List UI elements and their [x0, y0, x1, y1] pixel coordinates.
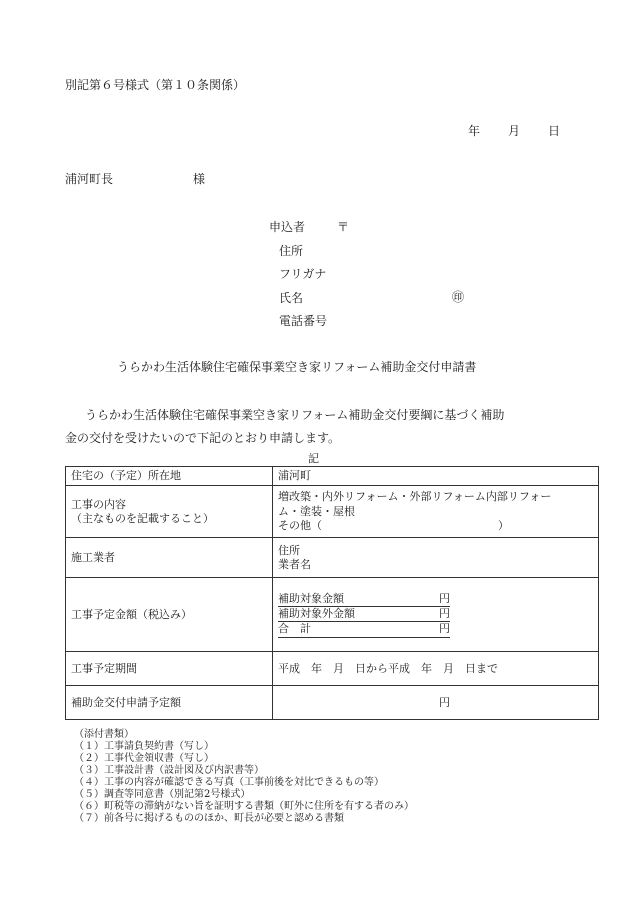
date-month-label: 月: [508, 124, 521, 138]
date-year-label: 年: [468, 124, 481, 138]
applicant-name-label: 氏名: [279, 291, 304, 305]
contractor-name-label: 業者名: [278, 557, 311, 571]
table-row-location: [66, 467, 599, 486]
location-label: 住宅の（予定）所在地: [71, 469, 181, 482]
attachment-item-3: （３）工事設計書（設計図及び内訳書等）: [74, 765, 264, 776]
contractor-label-cell: [66, 538, 273, 578]
attachment-item-2: （２）工事代金領収書（写し）: [74, 753, 214, 764]
work-value-line-3: その他（ ）: [278, 518, 509, 532]
attachment-item-7: （７）前各号に掲げるもののほか、町長が必要と認める書類: [74, 813, 344, 824]
document-title: うらかわ生活体験住宅確保事業空き家リフォーム補助金交付申請書: [117, 360, 477, 374]
cost-label-cell: [66, 578, 273, 652]
work-label-cell: [66, 486, 273, 538]
location-value: 浦河町: [278, 469, 311, 482]
body-text-line-1: うらかわ生活体験住宅確保事業空き家リフォーム補助金交付要綱に基づく補助: [85, 408, 505, 422]
work-sublabel: （主なものを記載すること）: [71, 511, 214, 525]
applicant-address-label: 住所: [279, 244, 304, 258]
work-label: 工事の内容: [71, 497, 126, 511]
body-text-line-2: 金の交付を受けたいので下記のとおり申請します。: [65, 431, 341, 445]
applicant-furigana-label: フリガナ: [279, 267, 327, 281]
location-value-cell: [273, 467, 599, 486]
cost-eligible-yen: 円: [439, 591, 450, 605]
cost-ineligible-yen: 円: [439, 607, 450, 621]
cost-ineligible-label: 補助対象外金額: [278, 607, 355, 621]
cost-total-label: 合 計: [278, 622, 311, 636]
addressee-name: 浦河町長: [65, 172, 114, 186]
cost-value-cell: [273, 578, 599, 652]
attachments-list: [74, 729, 414, 825]
table-row-subsidy: [66, 686, 599, 720]
period-value: 平成 年 月 日から平成 年 月 日まで: [278, 661, 498, 675]
contractor-address-label: 住所: [278, 543, 300, 557]
table-row-work: [66, 486, 599, 538]
cost-total-yen: 円: [439, 622, 450, 636]
attachments-heading: （添付書類）: [74, 729, 134, 740]
applicant-phone-label: 電話番号: [279, 314, 328, 328]
cost-eligible-line: [278, 592, 450, 607]
seal-mark: ㊞: [452, 290, 465, 304]
subsidy-label: 補助金交付申請予定額: [71, 695, 181, 709]
attachment-item-1: （１）工事請負契約書（写し）: [74, 741, 214, 752]
attachment-item-6: （６）町税等の滞納がない旨を証明する書類（町外に住所を有する者のみ）: [74, 801, 414, 812]
subsidy-yen: 円: [439, 695, 450, 709]
contractor-label: 施工業者: [71, 550, 115, 564]
contractor-value-cell: [273, 538, 599, 578]
attachment-item-5: （５）調査等同意書（別記第2号様式）: [74, 789, 251, 800]
location-label-cell: [66, 467, 273, 486]
table-row-contractor: [66, 538, 599, 578]
cost-total-line: [278, 622, 450, 637]
subsidy-value-cell: [273, 686, 599, 720]
ki-heading: 記: [308, 452, 319, 465]
applicant-label: 申込者: [269, 220, 306, 234]
date-day-label: 日: [548, 124, 561, 138]
cost-eligible-label: 補助対象金額: [278, 591, 344, 605]
form-number: 別記第６号様式（第１０条関係）: [65, 78, 246, 92]
period-label: 工事予定期間: [71, 661, 137, 675]
addressee-honorific: 様: [193, 172, 206, 186]
attachment-item-4: （４）工事の内容が確認できる写真（工事前後を対比できるもの等）: [74, 777, 384, 788]
table-row-cost: [66, 578, 599, 652]
application-table: [65, 466, 599, 720]
period-label-cell: [66, 652, 273, 686]
cost-ineligible-line: [278, 607, 450, 622]
table-row-period: [66, 652, 599, 686]
cost-label: 工事予定金額（税込み）: [71, 607, 192, 621]
work-value-line-2: ム・塗装・屋根: [278, 504, 355, 518]
period-value-cell: [273, 652, 599, 686]
postal-mark: 〒: [337, 220, 350, 234]
subsidy-label-cell: [66, 686, 273, 720]
work-value-line-1: 増改築・内外リフォーム・外部リフォーム内部リフォー: [278, 490, 552, 504]
work-value-cell: [273, 486, 599, 538]
